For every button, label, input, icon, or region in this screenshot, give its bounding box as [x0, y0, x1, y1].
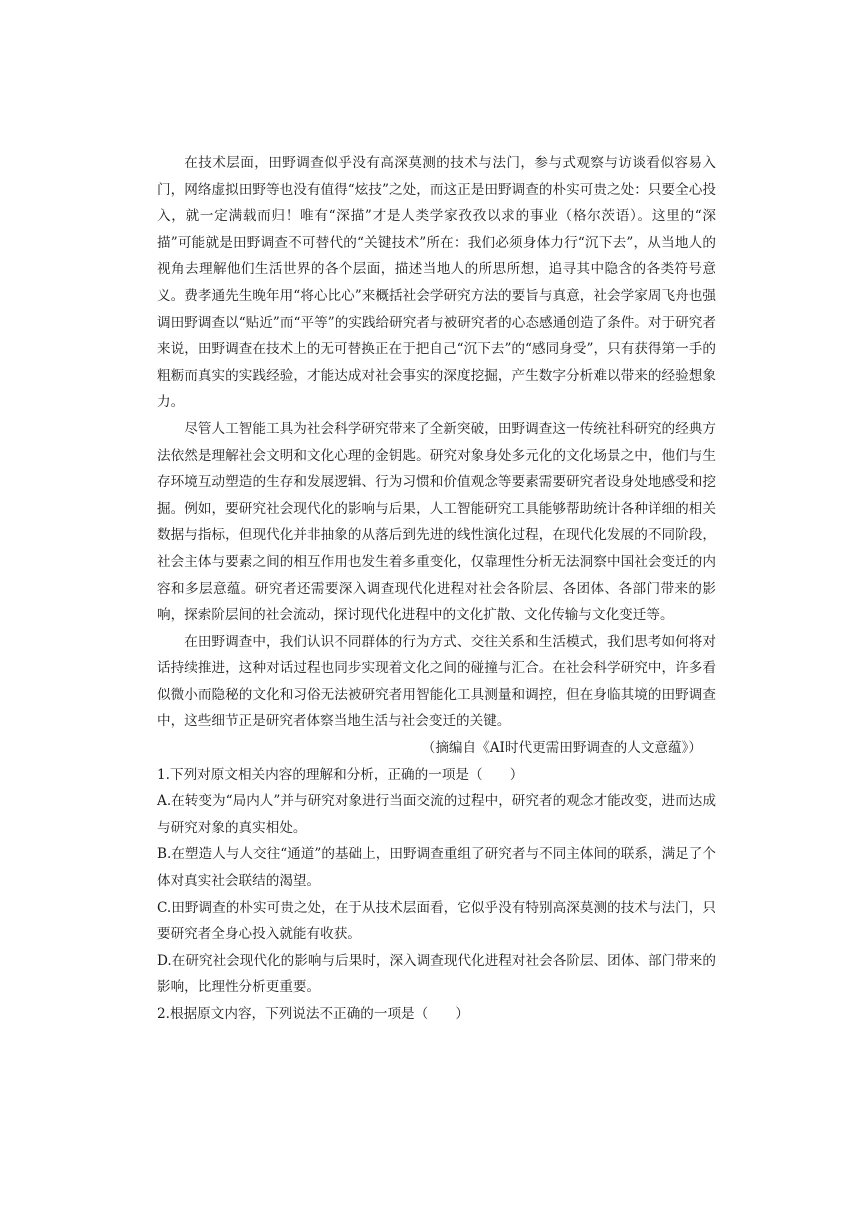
paragraph-1: 在技术层面，田野调查似乎没有高深莫测的技术与法门，参与式观察与访谈看似容易入门，网络虚拟田野等也没有值得“炫技”之处，而这正是田野调查的朴实可贵之处：只要全心投入，就一定满载而归！唯有“深描”才是人类学家孜孜以求的事业（格尔茨语）。这里的“深描”可能就是田野调查不可替代的“关键技术”所在：我们必须身体力行“沉下去”，从当地人的视角去理解他们生活世界的各个层面，描述当地人的所思所想，追寻其中隐含的各类符号意义。费孝通先生晚年用“将心比心”来概括社会学研究方法的要旨与真意，社会学家周飞舟也强调田野调查以“贴近”而“平等”的实践给研究者与被研究者的心态感通创造了条件。对于研究者来说，田野调查在技术上的无可替换正在于把自己“沉下去”的“感同身受”，只有获得第一手的粗粝而真实的实践经验，才能达成对社会事实的深度挖掘，产生数字分析难以带来的经验想象力。 [157, 155, 716, 411]
question-1-option-c: C.田野调查的朴实可贵之处，在于从技术层面看，它似乎没有特别高深莫测的技术与法门，只要研究者全身心投入就能有收获。 [157, 899, 716, 943]
question-1-option-b: B.在塑造人与人交往“通道”的基础上，田野调查重组了研究者与不同主体间的联系，满足了个体对真实社会联结的渴望。 [157, 846, 716, 890]
question-1-option-a: A.在转变为“局内人”并与研究对象进行当面交流的过程中，研究者的观念才能改变，进而达成与研究对象的真实相处。 [157, 793, 716, 836]
paragraph-3: 在田野调查中，我们认识不同群体的行为方式、交往关系和生活模式，我们思考如何将对话持续推进，这种对话过程也同步实现着文化之间的碰撞与汇合。在社会科学研究中，许多看似微小而隐秘的文化和习俗无法被研究者用智能化工具测量和调控，但在身临其境的田野调查中，这些细节正是研究者体察当地生活与社会变迁的关键。 [157, 633, 716, 730]
question-1-option-d: D.在研究社会现代化的影响与后果时，深入调查现代化进程对社会各阶层、团体、部门带来的影响，比理性分析更重要。 [157, 952, 716, 996]
paragraph-2: 尽管人工智能工具为社会科学研究带来了全新突破，田野调查这一传统社科研究的经典方法依然是理解社会文明和文化心理的金钥匙。研究对象身处多元化的文化场景之中，他们与生存环境互动塑造的生存和发展逻辑、行为习惯和价值观念等要素需要研究者设身处地感受和挖掘。例如，要研究社会现代化的影响与后果，人工智能研究工具能够帮助统计各种详细的相关数据与指标，但现代化并非抽象的从落后到先进的线性演化过程，在现代化发展的不同阶段，社会主体与要素之间的相互作用也发生着多重变化，仅靠理性分析无法洞察中国社会变迁的内容和多层意蕴。研究者还需要深入调查现代化进程对社会各阶层、各团体、各部门带来的影响，探索阶层间的社会流动，探讨现代化进程中的文化扩散、文化传输与文化变迁等。 [157, 420, 716, 624]
source-citation: （摘编自《AI时代更需田野调查的人文意蕴》） [421, 740, 702, 757]
question-2-stem: 2.根据原文内容，下列说法不正确的一项是（ ） [157, 1006, 470, 1022]
question-1-stem: 1.下列对原文相关内容的理解和分析，正确的一项是（ ） [157, 766, 524, 783]
article-body [157, 150, 716, 1028]
